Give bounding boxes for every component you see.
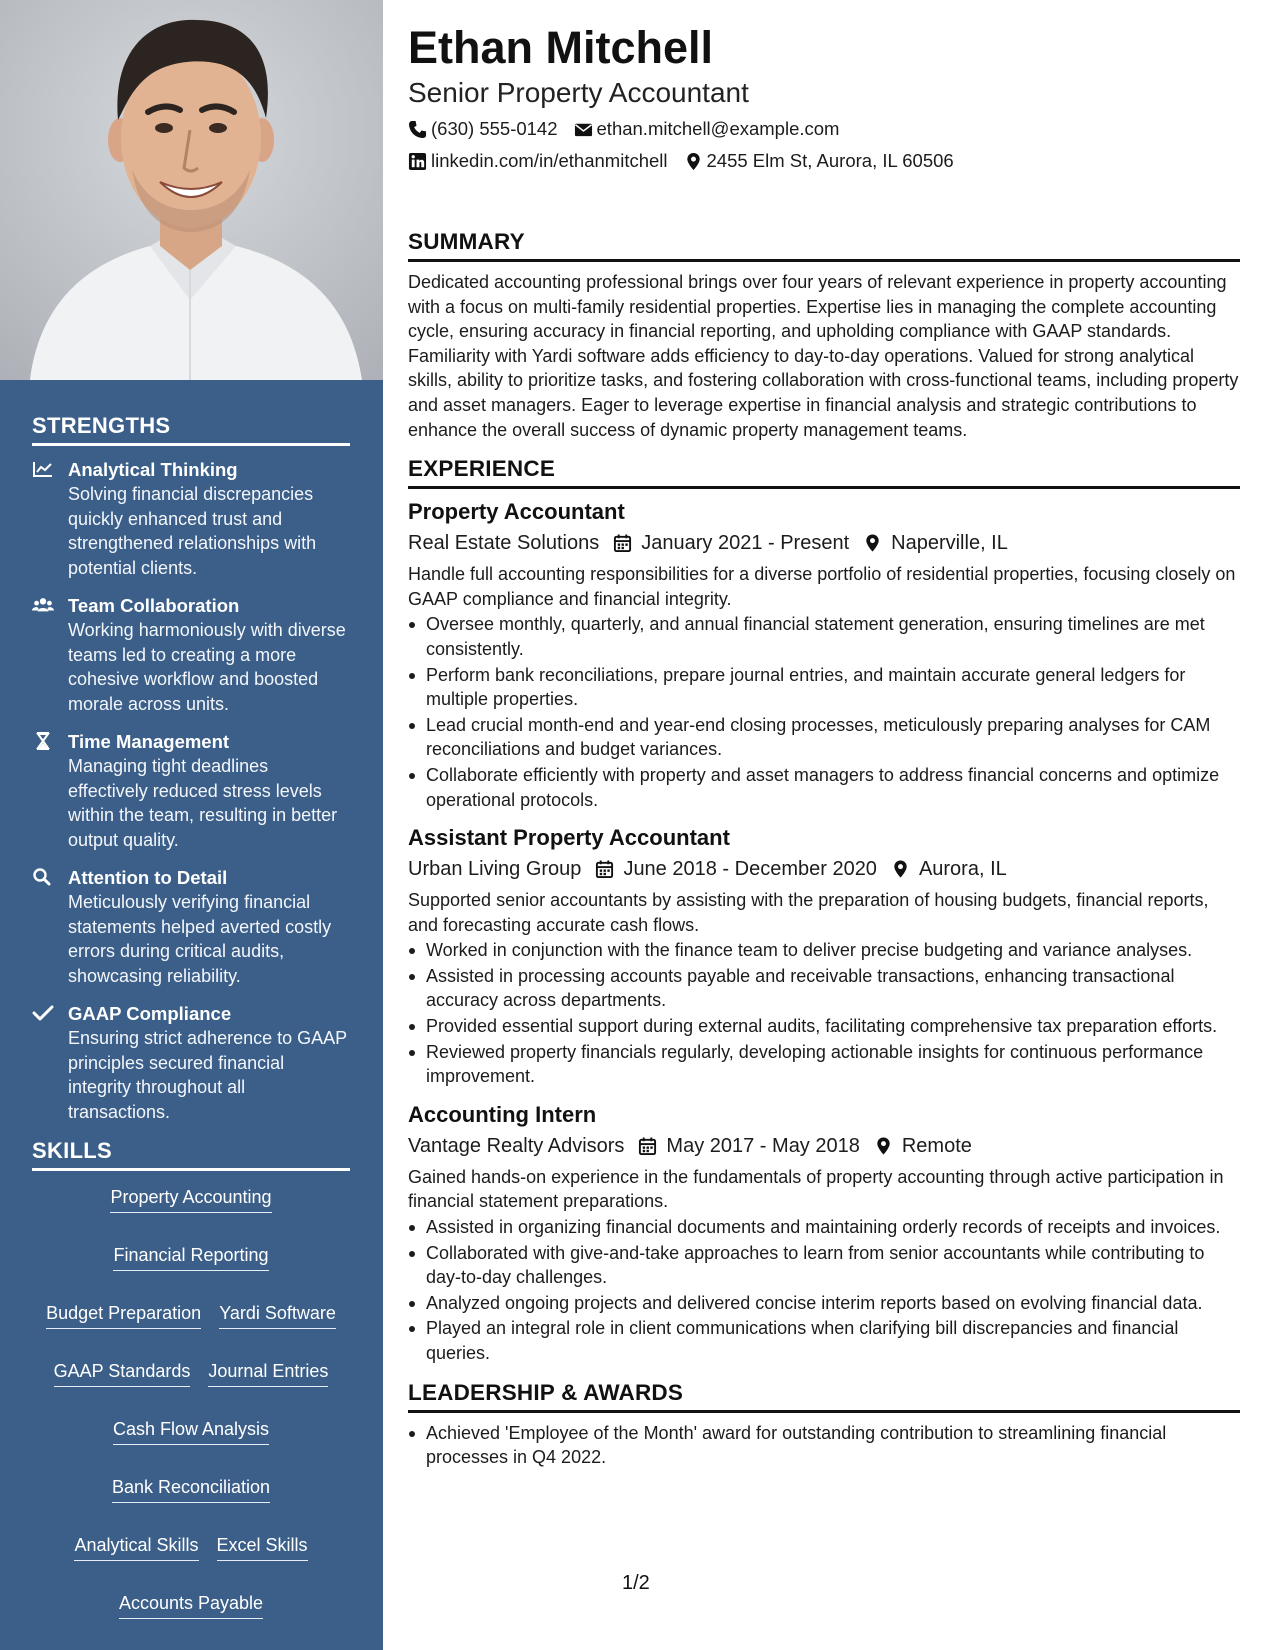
job-description: Gained hands-on experience in the fundamentals of property accounting through active participation in financial statement preparations. <box>408 1166 1224 1212</box>
job-location: Naperville, IL <box>891 532 1008 555</box>
map-pin-icon <box>874 1136 893 1156</box>
calendar-icon <box>638 1136 657 1156</box>
awards-bullets <box>408 1421 1240 1470</box>
phone-text: (630) 555-0142 <box>431 118 558 139</box>
bullet-item: Oversee monthly, quarterly, and annual financial statement generation, ensuring timelines are met consistently. <box>408 612 1240 661</box>
skill-tag: Excel Skills <box>217 1533 308 1561</box>
check-icon <box>32 1002 68 1124</box>
phone-contact[interactable] <box>408 117 558 141</box>
envelope-icon <box>574 120 593 139</box>
job-dates: June 2018 - December 2020 <box>623 858 877 881</box>
job-title: Property Accountant <box>408 499 625 525</box>
skill-tag: Accounts Payable <box>119 1591 263 1619</box>
awards-section <box>408 1421 1240 1470</box>
strength-desc: Solving financial discrepancies quickly enhanced trust and strengthened relationships with potential clients. <box>68 484 317 578</box>
job-entry <box>408 498 1240 812</box>
contact-row <box>408 149 1240 173</box>
job-description: Handle full accounting responsibilities for a diverse portfolio of residential properties, focusing closely on GAAP compliance and financial integrity. <box>408 564 1236 609</box>
users-icon <box>32 594 68 716</box>
bullet-item: Played an integral role in client communications when clarifying bill discrepancies and financial queries. <box>408 1316 1240 1365</box>
strengths-heading: STRENGTHS <box>32 413 350 446</box>
map-pin-icon <box>684 152 703 171</box>
skill-tag: Financial Reporting <box>113 1243 268 1271</box>
calendar-icon <box>595 859 614 879</box>
job-location: Remote <box>901 1134 972 1157</box>
job-company: Real Estate Solutions <box>408 532 600 555</box>
phone-icon <box>408 120 427 139</box>
bullet-item: Collaborate efficiently with property and asset managers to address financial concerns and optimize operational protocols. <box>408 763 1240 812</box>
skill-tag: Yardi Software <box>219 1301 336 1329</box>
job-meta <box>408 529 1240 557</box>
candidate-title: Senior Property Accountant <box>408 77 749 108</box>
bullet-item: Assisted in processing accounts payable and receivable transactions, enhancing transactional accuracy across departments. <box>408 964 1240 1013</box>
job-title: Accounting Intern <box>408 1101 597 1127</box>
summary-text: Dedicated accounting professional brings over four years of relevant experience in property accounting with a focus on multi-family residential properties. Expertise lies in managing the complete accounting cycle, ensuring accuracy in financial reporting, and upholding compliance with GAAP standards. Familiarity with Yardi software adds efficiency to day-to-day operations. Valued for strong analytical skills, ability to prioritize tasks, and fostering collaboration with cross-functional teams, including property and asset managers. Eager to leverage expertise in financial analysis and strategic contributions to enhance the overall success of dynamic property management teams. <box>408 272 1239 440</box>
job-entry <box>408 1101 1240 1366</box>
bullet-item: Collaborated with give-and-take approaches to learn from senior accountants while contributing to day-to-day challenges. <box>408 1241 1240 1290</box>
bullet-item: Lead crucial month-end and year-end closing processes, meticulously preparing analyses for CAM reconciliations and budget variances. <box>408 713 1240 762</box>
skill-tag: Budget Preparation <box>46 1301 201 1329</box>
page-number: 1/2 <box>622 1572 650 1594</box>
address-text: 2455 Elm St, Aurora, IL 60506 <box>706 150 954 171</box>
bullet-item: Achieved 'Employee of the Month' award for outstanding contribution to streamlining financial processes in Q4 2022. <box>408 1421 1240 1470</box>
search-icon <box>32 866 68 988</box>
skill-tag: Journal Entries <box>208 1359 328 1387</box>
strength-title: Analytical Thinking <box>68 459 238 480</box>
job-bullets <box>408 1215 1240 1366</box>
job-entry <box>408 824 1240 1089</box>
job-bullets <box>408 612 1240 812</box>
strength-title: GAAP Compliance <box>68 1003 232 1024</box>
strength-title: Attention to Detail <box>68 867 228 888</box>
bullet-item: Reviewed property financials regularly, developing actionable insights for continuous performance improvement. <box>408 1040 1240 1089</box>
bullet-item: Provided essential support during external audits, facilitating comprehensive tax preparation efforts. <box>408 1014 1240 1039</box>
profile-photo <box>0 0 383 380</box>
map-pin-icon <box>891 859 910 879</box>
calendar-icon <box>613 533 632 553</box>
experience-heading: EXPERIENCE <box>408 456 1240 489</box>
job-meta <box>408 1132 1240 1160</box>
skill-tag: Cash Flow Analysis <box>113 1417 269 1445</box>
strength-item <box>32 458 351 580</box>
strength-title: Team Collaboration <box>68 595 240 616</box>
skills-list <box>32 1185 350 1619</box>
job-dates: January 2021 - Present <box>641 532 850 555</box>
strength-title: Time Management <box>68 731 230 752</box>
chart-line-icon <box>32 458 68 580</box>
candidate-name: Ethan Mitchell <box>408 22 714 73</box>
address-contact <box>684 149 954 173</box>
main-content <box>408 0 1240 1470</box>
strength-desc: Meticulously verifying financial statements helped averted costly errors during critical audits, showcasing reliability. <box>68 892 332 986</box>
job-meta <box>408 855 1240 883</box>
job-company: Urban Living Group <box>408 858 582 881</box>
linkedin-contact[interactable] <box>408 149 668 173</box>
job-dates: May 2017 - May 2018 <box>666 1134 860 1157</box>
job-description: Supported senior accountants by assisting with the preparation of housing budgets, financial reports, and forecasting accurate cash flows. <box>408 890 1209 935</box>
job-title: Assistant Property Accountant <box>408 825 730 851</box>
strength-item <box>32 866 351 988</box>
bullet-item: Analyzed ongoing projects and delivered concise interim reports based on evolving financial data. <box>408 1291 1240 1316</box>
linkedin-icon <box>408 152 427 171</box>
contact-row <box>408 117 1240 141</box>
strength-desc: Managing tight deadlines effectively reduced stress levels within the team, resulting in better output quality. <box>68 756 338 850</box>
strength-item <box>32 730 351 852</box>
job-bullets <box>408 938 1240 1089</box>
skill-tag: GAAP Standards <box>54 1359 191 1387</box>
strength-item <box>32 1002 351 1124</box>
skills-heading: SKILLS <box>32 1138 350 1171</box>
linkedin-text: linkedin.com/in/ethanmitchell <box>431 150 668 171</box>
strength-desc: Ensuring strict adherence to GAAP principles secured financial integrity throughout all transactions. <box>68 1028 347 1122</box>
sidebar <box>0 0 383 1650</box>
job-location: Aurora, IL <box>918 858 1007 881</box>
bullet-item: Assisted in organizing financial documents and maintaining orderly records of receipts and invoices. <box>408 1215 1240 1240</box>
bullet-item: Worked in conjunction with the finance team to deliver precise budgeting and variance analyses. <box>408 938 1240 963</box>
job-company: Vantage Realty Advisors <box>408 1134 625 1157</box>
strength-desc: Working harmoniously with diverse teams led to creating a more cohesive workflow and boosted morale across units. <box>68 620 346 714</box>
strength-item <box>32 594 351 716</box>
bullet-item: Perform bank reconciliations, prepare journal entries, and maintain accurate general ledgers for multiple properties. <box>408 663 1240 712</box>
strengths-list <box>32 458 351 1124</box>
skill-tag: Analytical Skills <box>74 1533 198 1561</box>
hourglass-icon <box>32 730 68 852</box>
summary-heading: SUMMARY <box>408 229 1240 262</box>
awards-heading: LEADERSHIP & AWARDS <box>408 1380 1240 1413</box>
email-text: ethan.mitchell@example.com <box>596 118 840 139</box>
skill-tag: Bank Reconciliation <box>112 1475 270 1503</box>
map-pin-icon <box>863 533 882 553</box>
skill-tag: Property Accounting <box>110 1185 271 1213</box>
email-contact[interactable] <box>574 117 840 141</box>
